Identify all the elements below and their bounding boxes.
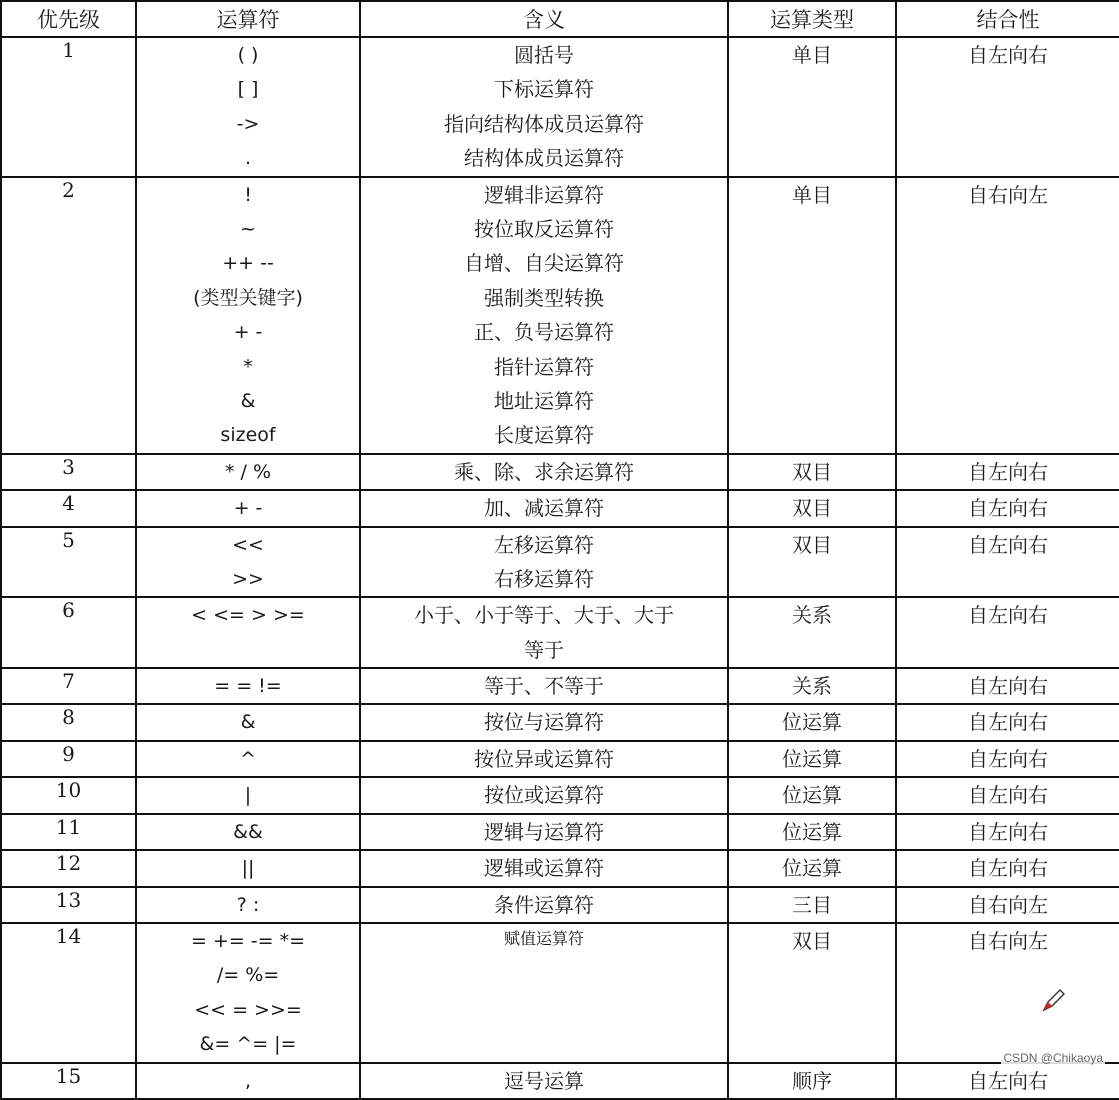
priority-cell: 7 (1, 668, 136, 704)
operator-cell (136, 597, 360, 668)
type-cell: 关系 (728, 597, 896, 668)
operator-cell (136, 527, 360, 598)
table-row (1, 923, 1119, 1063)
meaning-cell (360, 704, 728, 740)
priority-cell: 1 (1, 37, 136, 177)
priority-cell: 13 (1, 887, 136, 923)
meaning-cell (360, 527, 728, 598)
operator-line: & (240, 711, 256, 734)
operator-line: || (241, 857, 255, 880)
meaning-line: 等于 (524, 637, 564, 662)
meaning-line: 按位与运算符 (484, 710, 604, 735)
priority-cell: 3 (1, 454, 136, 490)
meaning-line: 加、减运算符 (484, 496, 604, 521)
operator-line: ( ) (237, 44, 259, 66)
operator-line: * (243, 355, 253, 378)
meaning-cell (360, 741, 728, 777)
table-row (1, 37, 1119, 177)
meaning-line: 强制类型转换 (484, 285, 604, 310)
type-cell: 三目 (728, 887, 896, 923)
type-cell: 位运算 (728, 814, 896, 850)
associativity-cell: 自左向右 (896, 1063, 1119, 1099)
meaning-line: 逻辑非运算符 (484, 182, 604, 207)
meaning-cell (360, 597, 728, 668)
associativity-cell: 自左向右 (896, 37, 1119, 177)
priority-cell: 5 (1, 527, 136, 598)
meaning-line: 左移运算符 (494, 532, 594, 557)
type-cell: 单目 (728, 177, 896, 454)
header-associativity: 结合性 (896, 1, 1119, 37)
operator-line: -> (236, 112, 260, 135)
meaning-cell (360, 850, 728, 886)
meaning-line: 结构体成员运算符 (464, 146, 624, 171)
operator-cell (136, 741, 360, 777)
operator-line: = += -= *= (190, 929, 306, 952)
type-cell: 双目 (728, 490, 896, 526)
table-row (1, 490, 1119, 526)
meaning-line: 地址运算符 (494, 388, 594, 413)
meaning-line: 下标运算符 (494, 77, 594, 102)
meaning-line: 自增、自尖运算符 (464, 251, 624, 276)
operator-line: && (233, 820, 263, 843)
meaning-line: 乘、除、求余运算符 (454, 459, 634, 484)
operator-cell (136, 704, 360, 740)
operator-line: (类型关键字) (193, 286, 303, 309)
operator-cell (136, 177, 360, 454)
operator-line: << = >>= (194, 998, 302, 1021)
meaning-line: 按位或运算符 (484, 783, 604, 808)
meaning-line: 圆括号 (514, 43, 574, 67)
type-cell: 位运算 (728, 777, 896, 813)
meaning-line: 小于、小于等于、大于、大于 (414, 603, 674, 628)
priority-cell: 6 (1, 597, 136, 668)
table-row (1, 177, 1119, 454)
pen-icon (1040, 988, 1066, 1014)
meaning-line: 指针运算符 (494, 354, 594, 379)
operator-line: * / % (224, 460, 272, 483)
meaning-cell (360, 454, 728, 490)
table-row (1, 668, 1119, 704)
table-row (1, 777, 1119, 813)
priority-cell: 2 (1, 177, 136, 454)
type-cell: 位运算 (728, 850, 896, 886)
priority-cell: 9 (1, 741, 136, 777)
priority-cell: 10 (1, 777, 136, 813)
meaning-line: 逻辑或运算符 (484, 856, 604, 881)
operator-line: & (240, 389, 256, 412)
table-row (1, 597, 1119, 668)
operator-line: << (232, 533, 264, 556)
watermark: CSDN @Chikaoya (1003, 1051, 1103, 1065)
meaning-line: 条件运算符 (494, 892, 594, 917)
operator-line: ++ -- (222, 252, 274, 275)
associativity-cell: 自左向右 (896, 704, 1119, 740)
meaning-line: 按位取反运算符 (474, 216, 614, 241)
priority-cell: 8 (1, 704, 136, 740)
operator-line: ^ (240, 747, 256, 770)
meaning-cell (360, 668, 728, 704)
associativity-cell: 自左向右 (896, 850, 1119, 886)
priority-cell: 15 (1, 1063, 136, 1099)
operator-line: , (244, 1069, 252, 1092)
operator-line: ? : (236, 893, 260, 916)
type-cell: 双目 (728, 454, 896, 490)
operator-line: >> (232, 567, 264, 590)
operator-cell (136, 814, 360, 850)
operator-line: = = != (214, 675, 282, 698)
meaning-line: 指向结构体成员运算符 (444, 111, 644, 136)
associativity-cell: 自左向右 (896, 777, 1119, 813)
header-type: 运算类型 (728, 1, 896, 37)
type-cell: 顺序 (728, 1063, 896, 1099)
associativity-cell: 自左向右 (896, 814, 1119, 850)
associativity-cell: 自左向右 (896, 597, 1119, 668)
table-row (1, 704, 1119, 740)
operator-line: ~ (240, 217, 256, 240)
meaning-line: 正、负号运算符 (474, 320, 614, 345)
operator-line: | (244, 784, 252, 807)
associativity-cell: 自右向左 (896, 887, 1119, 923)
table-row (1, 850, 1119, 886)
type-cell: 关系 (728, 668, 896, 704)
type-cell: 位运算 (728, 704, 896, 740)
operator-line: [ ] (237, 78, 259, 101)
operator-cell (136, 454, 360, 490)
meaning-cell (360, 1063, 728, 1099)
type-cell: 双目 (728, 923, 896, 1063)
associativity-cell: 自左向右 (896, 454, 1119, 490)
table-row (1, 1063, 1119, 1099)
priority-cell: 12 (1, 850, 136, 886)
operator-cell (136, 923, 360, 1063)
meaning-line: 右移运算符 (494, 566, 594, 591)
meaning-line: 按位异或运算符 (474, 746, 614, 771)
table-row (1, 741, 1119, 777)
header-row (1, 1, 1119, 37)
header-meaning: 含义 (360, 1, 728, 37)
meaning-cell (360, 490, 728, 526)
associativity-cell: 自右向左 (896, 177, 1119, 454)
meaning-cell (360, 37, 728, 177)
header-operator: 运算符 (136, 1, 360, 37)
operator-line: < <= > >= (191, 604, 305, 627)
meaning-cell (360, 777, 728, 813)
header-priority: 优先级 (1, 1, 136, 37)
operator-line: + - (233, 321, 263, 344)
operator-cell (136, 850, 360, 886)
associativity-cell: 自左向右 (896, 741, 1119, 777)
operator-line: sizeof (220, 424, 276, 447)
operator-cell (136, 887, 360, 923)
meaning-line: 赋值运算符 (503, 928, 584, 948)
meaning-cell (360, 923, 728, 1063)
priority-cell: 14 (1, 923, 136, 1063)
operator-line: ! (244, 183, 252, 206)
meaning-line: 逻辑与运算符 (484, 819, 604, 844)
table-row (1, 527, 1119, 598)
operator-cell (136, 668, 360, 704)
meaning-cell (360, 177, 728, 454)
associativity-cell: 自右向左 (896, 923, 1119, 1063)
meaning-cell (360, 814, 728, 850)
meaning-cell (360, 887, 728, 923)
meaning-line: 逗号运算 (504, 1068, 584, 1093)
type-cell: 双目 (728, 527, 896, 598)
type-cell: 位运算 (728, 741, 896, 777)
operator-cell (136, 490, 360, 526)
associativity-cell: 自左向右 (896, 490, 1119, 526)
operator-line: + - (233, 497, 263, 520)
meaning-line: 长度运算符 (494, 423, 594, 448)
priority-cell: 4 (1, 490, 136, 526)
table-row (1, 454, 1119, 490)
associativity-cell: 自左向右 (896, 668, 1119, 704)
associativity-cell: 自左向右 (896, 527, 1119, 598)
type-cell: 单目 (728, 37, 896, 177)
operator-line: &= ^= |= (199, 1033, 297, 1056)
priority-cell: 11 (1, 814, 136, 850)
operator-cell (136, 777, 360, 813)
table-row (1, 814, 1119, 850)
operator-cell (136, 1063, 360, 1099)
table-row (1, 887, 1119, 923)
operator-cell (136, 37, 360, 177)
operator-line: . (244, 147, 252, 170)
operator-line: /= %= (216, 964, 280, 987)
meaning-line: 等于、不等于 (484, 674, 604, 699)
